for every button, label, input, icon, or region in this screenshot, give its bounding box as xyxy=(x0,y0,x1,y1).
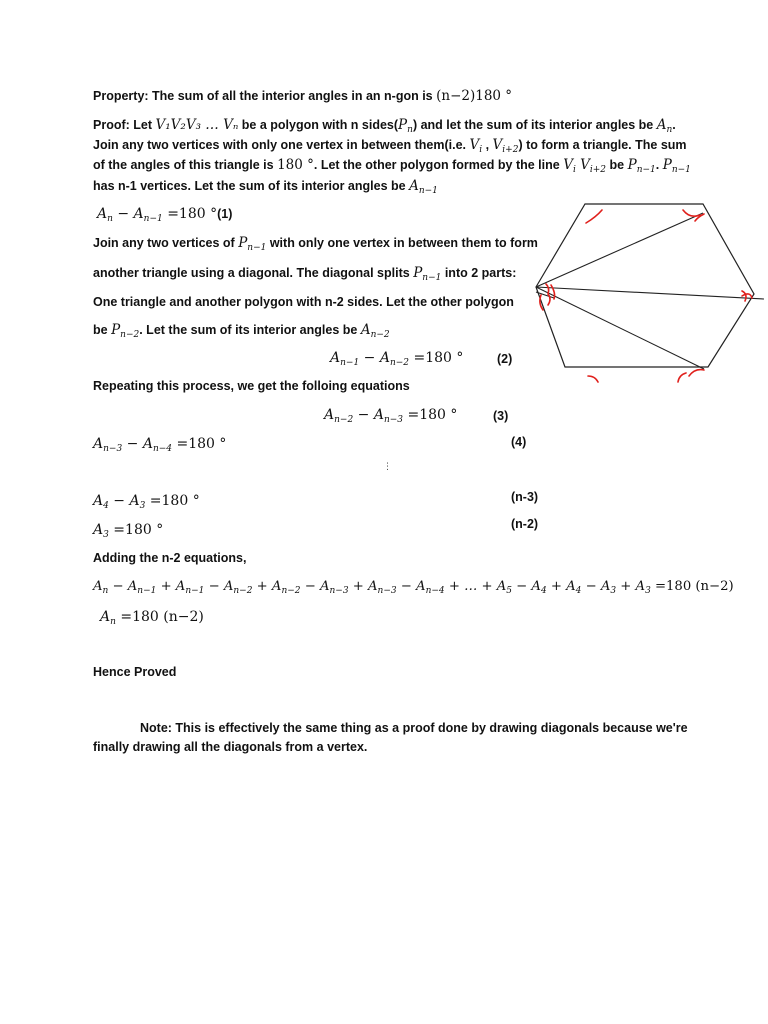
math-sub: n xyxy=(666,125,673,135)
note-line-2: finally drawing all the diagonals from a vertex. xyxy=(93,740,368,754)
math-sub: i+2 xyxy=(502,145,519,155)
equation-3 xyxy=(324,406,457,429)
text: another triangle using a diagonal. The diagonal splits xyxy=(93,266,414,280)
math-a: A xyxy=(93,436,104,452)
math-sub: n−1 xyxy=(137,586,157,596)
math-sub: n−3 xyxy=(377,586,397,596)
math-v: V xyxy=(469,137,480,153)
math-sub: n xyxy=(102,586,109,596)
equation-rhs: =180 ° xyxy=(403,407,458,423)
hexagon-shape xyxy=(536,204,754,367)
text: . xyxy=(672,118,676,132)
property-lead: Property: The sum of all the interior angles in an n-gon is xyxy=(93,89,437,103)
text: be xyxy=(606,158,628,172)
math-a: A xyxy=(93,493,104,509)
math-sub: n−2 xyxy=(389,358,410,368)
equation-3-label: (3) xyxy=(493,409,509,423)
math-sub: n−4 xyxy=(152,444,173,454)
math-sub: 3 xyxy=(645,586,651,596)
math-a: − A xyxy=(396,579,426,594)
diagonals xyxy=(536,213,764,369)
equation-rhs: =180 ° xyxy=(108,522,164,538)
proof-line-2 xyxy=(93,137,687,158)
math-a: A xyxy=(324,407,335,423)
text: has n-1 vertices. Let the sum of its interior angles be xyxy=(93,179,410,193)
math-sub: i+2 xyxy=(589,165,607,175)
math-sub: n−2 xyxy=(120,330,140,340)
angle-mark-top-right xyxy=(683,210,700,216)
equation-rhs: =180 ° xyxy=(172,436,227,452)
math-a: A xyxy=(97,206,108,222)
math-a: A xyxy=(360,322,371,338)
angle-mark-bottom-right-1 xyxy=(678,373,686,382)
text: of the angles of this triangle is xyxy=(93,158,278,172)
math-a: − A xyxy=(353,407,384,423)
math-sub: i xyxy=(479,145,483,155)
polygon-vertices: V₁V₂V₃ … Vₙ xyxy=(155,117,239,133)
math-v: V xyxy=(492,137,503,153)
text: be a polygon with n sides( xyxy=(238,118,399,132)
math-p: P xyxy=(413,265,423,281)
text: ) and let the sum of its interior angles be xyxy=(412,118,657,132)
math-a: − A xyxy=(108,579,138,594)
text: . xyxy=(655,158,663,172)
math-sub: 3 xyxy=(103,530,109,540)
equation-n2-label: (n-2) xyxy=(511,517,539,531)
math-a: A xyxy=(93,579,103,594)
angle-mark-top-left xyxy=(586,210,602,223)
math-a: − A xyxy=(300,579,330,594)
para2-line-4 xyxy=(93,322,390,343)
math-sub: n−1 xyxy=(247,243,267,253)
math-sub: n−1 xyxy=(671,165,691,175)
text: . Let the other polygon formed by the line xyxy=(313,158,564,172)
math-a: A xyxy=(656,117,667,133)
math-p: P xyxy=(111,322,121,338)
math-sub: n−3 xyxy=(103,444,123,454)
math-sub: n−1 xyxy=(143,214,163,224)
math-p: P xyxy=(398,117,408,133)
math-sub: 4 xyxy=(575,586,582,596)
text: with only one vertex in between them to form xyxy=(266,236,538,250)
angle-marks xyxy=(540,210,752,382)
sum-equation xyxy=(93,578,734,600)
math-sub: n−3 xyxy=(329,586,349,596)
para2-line-3: One triangle and another polygon with n-2 sides. Let the other polygon xyxy=(93,295,514,309)
math-a: + A xyxy=(348,579,378,594)
hexagon-diagram xyxy=(528,195,764,390)
math-v: V xyxy=(575,157,590,173)
equation-rhs: =180 ° xyxy=(145,493,200,509)
text: Join any two vertices with only one vertex in between them(i.e. xyxy=(93,138,470,152)
proof-line-4 xyxy=(93,178,438,199)
math-a: − A xyxy=(122,436,153,452)
diagonal-2 xyxy=(536,287,764,299)
math-a: − A xyxy=(108,493,140,509)
math-a: A xyxy=(330,350,341,366)
math-sub: 4 xyxy=(540,586,547,596)
math-sub: n−1 xyxy=(636,165,656,175)
equation-2 xyxy=(330,349,463,372)
text: , xyxy=(482,138,493,152)
math-sub: n xyxy=(107,214,113,224)
math-sub: 4 xyxy=(103,501,109,511)
math-a: + A xyxy=(252,579,282,594)
math-a: − A xyxy=(581,579,611,594)
equation-rhs: =180 (n−2) xyxy=(650,579,734,594)
math-sub: n−1 xyxy=(340,358,360,368)
math-sub: n−1 xyxy=(418,186,438,196)
math-sub: n−2 xyxy=(334,415,354,425)
math-sub: n−3 xyxy=(383,415,404,425)
equation-n3 xyxy=(93,492,200,515)
equation-2-label: (2) xyxy=(497,352,513,366)
math-sub: n−1 xyxy=(185,586,205,596)
text: . Let the sum of its interior angles be xyxy=(139,323,361,337)
math-a: − A xyxy=(359,350,390,366)
vertical-ellipsis: ⋮ xyxy=(383,462,392,472)
math-a: A xyxy=(93,522,104,538)
math-a: + A xyxy=(156,579,186,594)
math-v: V xyxy=(563,157,573,173)
diagonal-1 xyxy=(536,213,703,287)
math-a: A xyxy=(409,178,419,194)
para2-line-2 xyxy=(93,265,516,286)
proof-lead: Proof: Let xyxy=(93,118,156,132)
equation-rhs: =180 (n−2) xyxy=(115,609,204,625)
math-sub: n−1 xyxy=(422,273,442,283)
math-sub: n xyxy=(110,617,116,627)
math-a: + A xyxy=(546,579,576,594)
hexagon-outline xyxy=(536,204,754,367)
equation-n2 xyxy=(93,521,163,544)
final-equation xyxy=(100,608,204,631)
equation-4 xyxy=(93,435,226,458)
text: into 2 parts: xyxy=(441,266,517,280)
math-a: − A xyxy=(204,579,234,594)
math-a: A xyxy=(100,609,111,625)
math-sub: n−2 xyxy=(281,586,301,596)
math-sub: i xyxy=(572,165,576,175)
math-sub: n−2 xyxy=(370,330,390,340)
equation-4-label: (4) xyxy=(511,435,527,449)
text: Join any two vertices of xyxy=(93,236,239,250)
math-a: − A xyxy=(112,206,144,222)
math-deg: 180 ° xyxy=(277,157,314,173)
math-sub: 3 xyxy=(139,501,146,511)
math-p: P xyxy=(627,157,637,173)
math-sub: 5 xyxy=(506,586,512,596)
angle-mark-bottom-right-2 xyxy=(689,370,704,376)
note-line-1: Note: This is effectively the same thing as a proof done by drawing diagonals because we're xyxy=(140,721,688,735)
proof-line-3 xyxy=(93,157,691,178)
math-p: P xyxy=(662,157,672,173)
proof-line-1 xyxy=(93,117,676,138)
hence-proved: Hence Proved xyxy=(93,665,177,679)
property-statement xyxy=(93,88,512,104)
text: be xyxy=(93,323,112,337)
para2-line-1 xyxy=(93,235,538,256)
math-p: P xyxy=(238,235,248,251)
angle-mark-bottom-left xyxy=(588,376,598,382)
math-sub: n xyxy=(407,125,413,135)
math-a: + … + A xyxy=(444,579,507,594)
text: ) to form a triangle. The sum xyxy=(518,138,687,152)
repeating-line: Repeating this process, we get the folloing equations xyxy=(93,379,410,393)
math-sub: n−2 xyxy=(233,586,253,596)
math-a: + A xyxy=(616,579,646,594)
equation-label: (1) xyxy=(217,207,233,221)
math-sub: 3 xyxy=(610,586,617,596)
property-formula: (n−2)180 ° xyxy=(436,88,513,104)
equation-n3-label: (n-3) xyxy=(511,490,539,504)
equation-1 xyxy=(97,205,232,228)
math-a: − A xyxy=(511,579,541,594)
math-sub: n−4 xyxy=(425,586,445,596)
equation-rhs: =180 ° xyxy=(162,206,218,222)
adding-line: Adding the n-2 equations, xyxy=(93,551,247,565)
equation-rhs: =180 ° xyxy=(409,350,464,366)
